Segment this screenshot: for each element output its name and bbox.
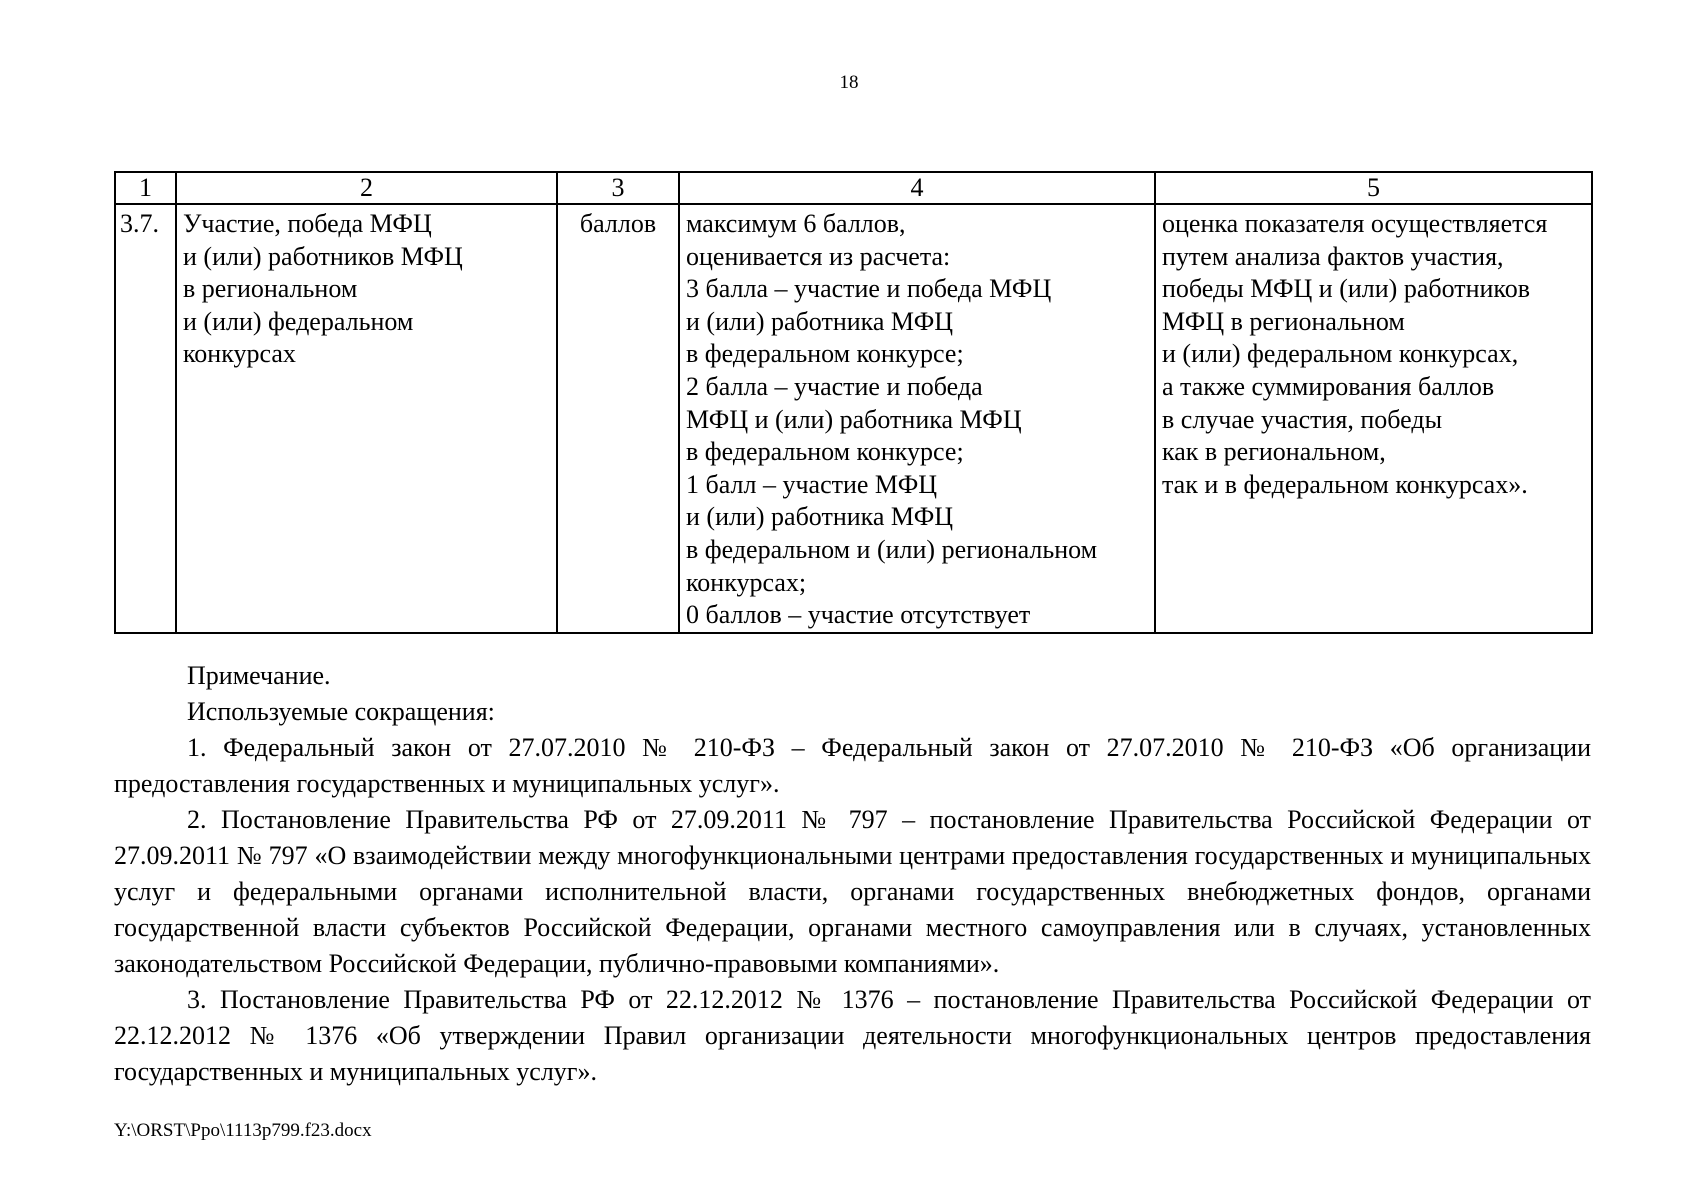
cell-line: и (или) работника МФЦ <box>686 502 954 532</box>
cell-line: в федеральном конкурсе; <box>686 339 964 369</box>
abbreviation-item: 3. Постановление Правительства РФ от 22.12.2012 № 1376 – постановление Правительства Российской Федерации от 22.12.2012 № 1376 «Об утверждении Правил организации деятельности многофункциональных центров предоставления государственных и муниципальных услуг». <box>114 985 1591 1086</box>
cell-line: и (или) работников МФЦ <box>183 241 463 271</box>
cell-line: а также суммирования баллов <box>1162 371 1495 401</box>
table-header-row <box>115 172 1592 204</box>
cell-line: 1 балл – участие МФЦ <box>686 469 938 499</box>
assessment-method-cell <box>1155 204 1592 633</box>
scoring-cell <box>679 204 1155 633</box>
cell-line: в региональном <box>183 274 358 304</box>
cell-line: и (или) федеральном <box>183 306 414 336</box>
cell-line: и (или) работника МФЦ <box>686 306 954 336</box>
indicator-table <box>114 171 1593 634</box>
abbreviation-item: 1. Федеральный закон от 27.07.2010 № 210-ФЗ – Федеральный закон от 27.07.2010 № 210-ФЗ «Об организации предоставления государственных и муниципальных услуг». <box>114 733 1591 798</box>
column-header: 1 <box>115 172 176 204</box>
cell-line: МФЦ в региональном <box>1162 306 1405 336</box>
table-row <box>115 204 1592 633</box>
cell-line: 0 баллов – участие отсутствует <box>686 600 1031 630</box>
cell-line: в федеральном конкурсе; <box>686 437 964 467</box>
cell-line: 2 балла – участие и победа <box>686 371 983 401</box>
notes-section <box>114 658 1591 1090</box>
column-header: 5 <box>1155 172 1592 204</box>
cell-line: как в региональном, <box>1162 437 1386 467</box>
notes-title: Примечание. <box>187 661 331 690</box>
cell-line: оценка показателя осуществляется <box>1162 209 1548 238</box>
cell-line: 3 балла – участие и победа МФЦ <box>686 274 1052 304</box>
notes-subtitle: Используемые сокращения: <box>187 697 495 726</box>
cell-line: путем анализа фактов участия, <box>1162 241 1504 271</box>
cell-line: победы МФЦ и (или) работников <box>1162 274 1531 304</box>
row-number-cell: 3.7. <box>115 204 176 633</box>
cell-line: оценивается из расчета: <box>686 241 951 271</box>
cell-line: Участие, победа МФЦ <box>183 209 432 238</box>
page-number: 18 <box>839 72 859 93</box>
unit-cell: баллов <box>557 204 679 633</box>
cell-line: конкурсах; <box>686 567 807 597</box>
cell-line: в случае участия, победы <box>1162 404 1443 434</box>
cell-line: максимум 6 баллов, <box>686 209 906 238</box>
abbreviation-item: 2. Постановление Правительства РФ от 27.09.2011 № 797 – постановление Правительства Российской Федерации от 27.09.2011 № 797 «О взаимодействии между многофункциональными центрами предоставления государственных и муниципальных услуг и федеральными органами исполнительной власти, органами государственных внебюджетных фондов, органами государственной власти субъектов Российской Федерации, органами местного самоуправления или в случаях, установленных законодательством Российской Федерации, публично-правовыми компаниями». <box>114 805 1591 978</box>
column-header: 3 <box>557 172 679 204</box>
cell-line: и (или) федеральном конкурсах, <box>1162 339 1519 369</box>
cell-line: так и в федеральном конкурсах». <box>1162 469 1528 499</box>
column-header: 4 <box>679 172 1155 204</box>
cell-line: конкурсах <box>183 339 296 369</box>
indicator-name-cell <box>176 204 557 633</box>
column-header: 2 <box>176 172 557 204</box>
cell-line: МФЦ и (или) работника МФЦ <box>686 404 1022 434</box>
cell-line: в федеральном и (или) региональном <box>686 534 1098 564</box>
footer-file-path: Y:\ORST\Ppo\1113p799.f23.docx <box>114 1120 372 1141</box>
